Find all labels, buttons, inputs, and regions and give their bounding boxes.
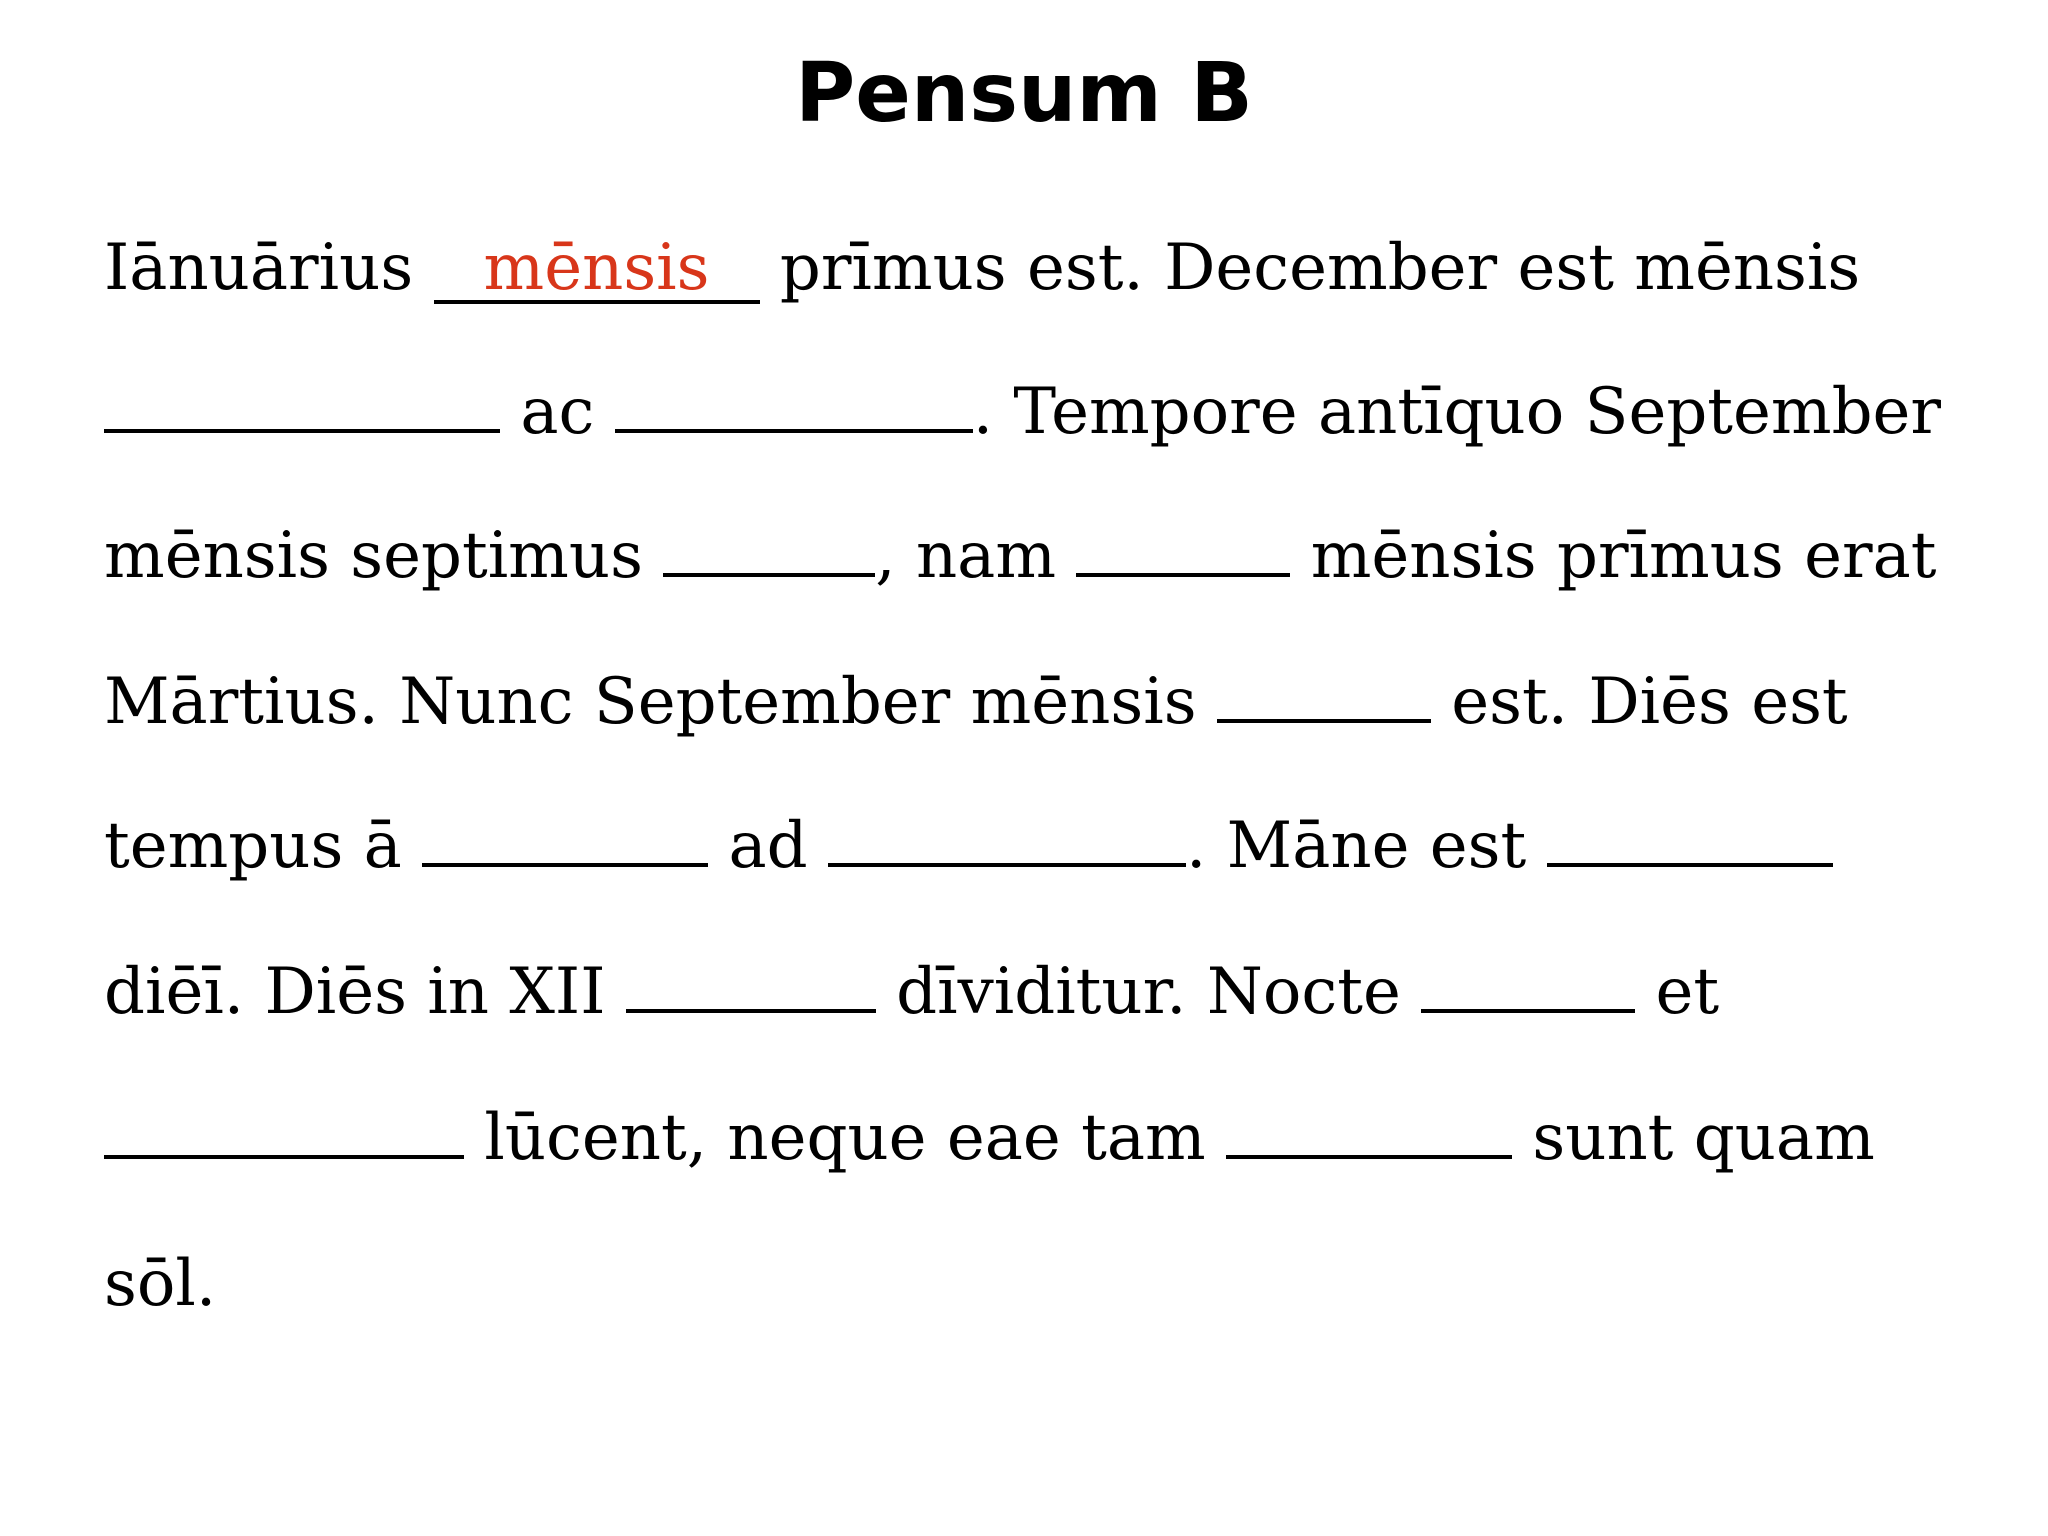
text-segment: tempus ā [104, 809, 423, 883]
answer-blank[interactable] [104, 1103, 464, 1159]
answer-blank[interactable] [1226, 1103, 1512, 1159]
text-line-6 [104, 952, 1719, 1032]
text-segment: et [1635, 955, 1720, 1029]
text-segment: . Māne est [1185, 809, 1547, 883]
text-segment: diēī. Diēs in XII [104, 955, 626, 1029]
text-segment: ac [500, 375, 615, 449]
text-segment: , nam [875, 519, 1077, 593]
text-line-4 [104, 662, 1848, 742]
answer-blank[interactable] [626, 957, 876, 1013]
text-line-5 [104, 806, 1833, 886]
filled-blank[interactable] [434, 231, 760, 305]
text-line-1 [104, 228, 1860, 308]
text-segment: sōl. [104, 1247, 217, 1321]
text-segment: mēnsis prīmus erat [1290, 519, 1937, 593]
answer-blank[interactable] [104, 377, 500, 433]
slide-title: Pensum B [795, 46, 1253, 141]
text-segment: lūcent, neque eae tam [464, 1101, 1227, 1175]
answer-blank[interactable] [1076, 521, 1290, 577]
answer-blank[interactable] [422, 811, 708, 867]
text-segment: . Tempore antīquo September [972, 375, 1941, 449]
answer-text: mēnsis [483, 231, 710, 305]
text-segment: est. Diēs est [1430, 665, 1848, 739]
text-segment: Iānuārius [104, 231, 434, 305]
text-segment: dīviditur. Nocte [875, 955, 1422, 1029]
text-line-8 [104, 1244, 216, 1324]
text-segment: mēnsis septimus [104, 519, 664, 593]
answer-blank[interactable] [1217, 667, 1431, 723]
text-segment: sunt quam [1512, 1101, 1875, 1175]
text-line-2 [104, 372, 1941, 452]
text-segment: prīmus est. December est mēnsis [759, 231, 1861, 305]
text-line-7 [104, 1098, 1875, 1178]
text-line-3 [104, 516, 1936, 596]
answer-blank[interactable] [615, 377, 973, 433]
answer-blank[interactable] [828, 811, 1186, 867]
answer-blank[interactable] [1421, 957, 1635, 1013]
text-segment: ad [708, 809, 828, 883]
answer-blank[interactable] [663, 521, 875, 577]
text-segment: Mārtius. Nunc September mēnsis [104, 665, 1217, 739]
answer-blank[interactable] [1547, 811, 1833, 867]
